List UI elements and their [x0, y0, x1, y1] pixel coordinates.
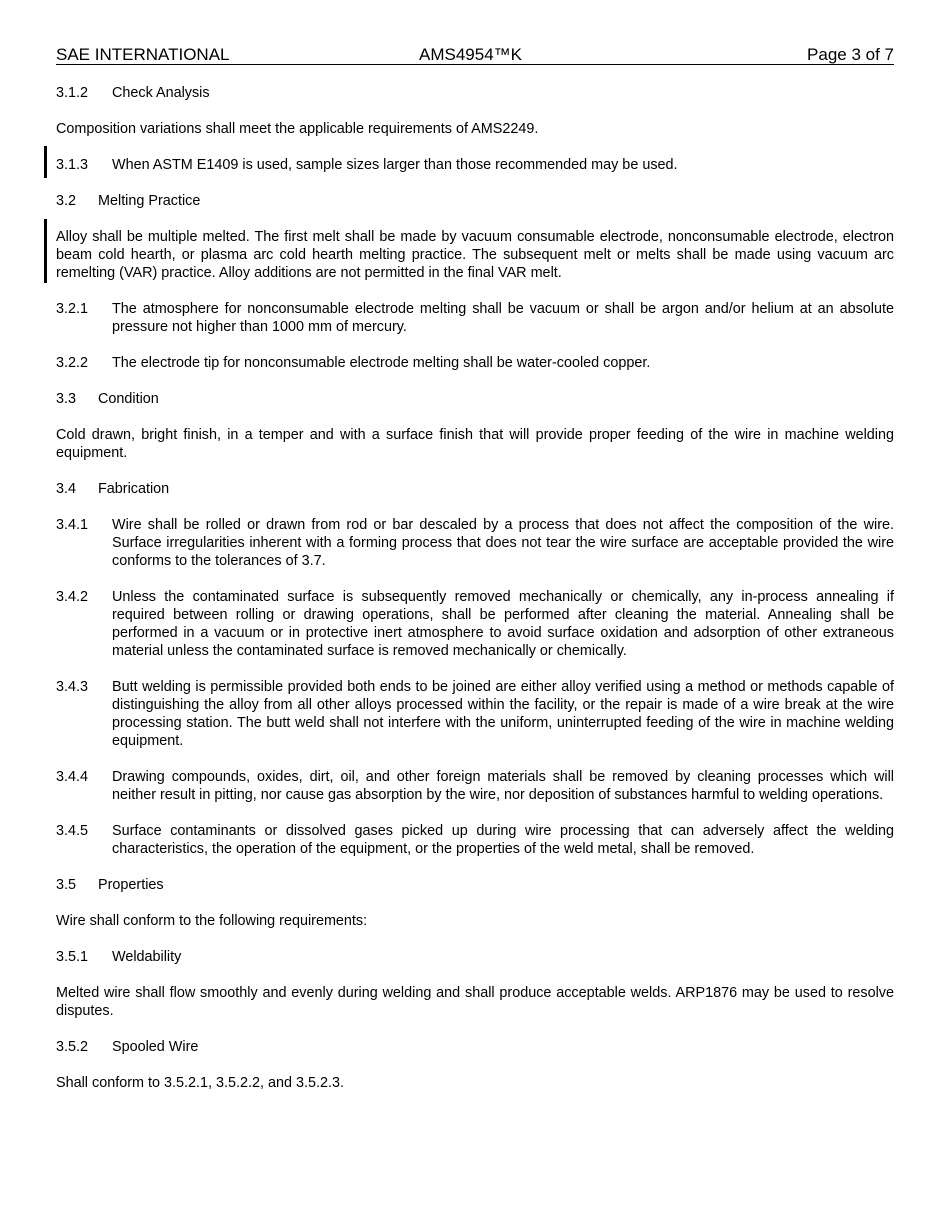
section-number: 3.5	[56, 877, 77, 893]
section-title: Properties	[98, 877, 164, 893]
heading-3-4	[56, 480, 894, 498]
section-number: 3.4.3	[56, 679, 89, 695]
change-bar	[44, 219, 47, 283]
section-title: Weldability	[112, 949, 182, 965]
item-text: The electrode tip for nonconsumable electrode melting shall be water-cooled copper.	[112, 355, 651, 371]
heading-3-3	[56, 390, 894, 408]
item-text: When ASTM E1409 is used, sample sizes larger than those recommended may be used.	[112, 157, 678, 173]
document-body	[56, 84, 894, 1110]
section-number: 3.4	[56, 481, 77, 497]
paragraph-3-3: Cold drawn, bright finish, in a temper and with a surface finish that will provide proper feeding of the wire in machine welding equipment.	[56, 427, 894, 461]
item-3-4-3	[56, 678, 894, 750]
section-number: 3.2.2	[56, 355, 89, 371]
section-number: 3.4.4	[56, 769, 89, 785]
section-number: 3.3	[56, 391, 77, 407]
heading-3-1-2	[56, 84, 894, 102]
section-number: 3.2	[56, 193, 77, 209]
section-number: 3.2.1	[56, 301, 89, 317]
item-3-4-5	[56, 822, 894, 858]
section-number: 3.5.1	[56, 949, 89, 965]
item-text: The atmosphere for nonconsumable electrode melting shall be vacuum or shall be argon and/or helium at an absolute pressure not higher than 1000 mm of mercury.	[112, 301, 894, 335]
section-title: Condition	[98, 391, 159, 407]
item-text: Unless the contaminated surface is subsequently removed mechanically or chemically, any in-process annealing if required between rolling or drawing operations, shall be performed after cleaning the material. Annealing shall be performed in a vacuum or in protective inert atmosphere to avoid surface oxidation and adsorption of other extraneous material unless the contaminated surface is removed mechanically or chemically.	[112, 589, 894, 659]
section-number: 3.4.2	[56, 589, 89, 605]
section-number: 3.1.3	[56, 157, 89, 173]
header-page-number: Page 3 of 7	[807, 45, 894, 64]
heading-3-5-2	[56, 1038, 894, 1056]
section-title: Check Analysis	[112, 85, 210, 101]
heading-3-2	[56, 192, 894, 210]
section-title: Spooled Wire	[112, 1039, 199, 1055]
section-title: Melting Practice	[98, 193, 201, 209]
item-3-2-1	[56, 300, 894, 336]
header-doc-number: AMS4954™K	[419, 45, 522, 64]
paragraph-3-1-2: Composition variations shall meet the applicable requirements of AMS2249.	[56, 121, 539, 137]
page-header	[56, 45, 894, 65]
item-3-4-4	[56, 768, 894, 804]
item-text: Surface contaminants or dissolved gases picked up during wire processing that can adversely affect the welding characteristics, the operation of the equipment, or the properties of the weld metal, shall be removed.	[112, 823, 894, 857]
item-text: Butt welding is permissible provided both ends to be joined are either alloy verified using a method or methods capable of distinguishing the alloy from all other alloys processed within the facility, or the repair is made of a wire break at the wire processing station. The butt weld shall not interfere with the uniform, uninterrupted feeding of the wire in machine welding equipment.	[112, 679, 894, 749]
section-number: 3.1.2	[56, 85, 89, 101]
paragraph-text: Alloy shall be multiple melted. The first melt shall be made by vacuum consumable electrode, nonconsumable electrode, electron beam cold hearth, or plasma arc cold hearth melting practice. The subsequent melt or melts shall be made using vacuum arc remelting (VAR) practice. Alloy additions are not permitted in the final VAR melt.	[56, 229, 894, 281]
item-3-4-2	[56, 588, 894, 660]
section-number: 3.4.5	[56, 823, 89, 839]
item-text: Wire shall be rolled or drawn from rod or bar descaled by a process that does not affect the composition of the wire. Surface irregularities inherent with a forming process that does not tear the wire surface are acceptable provided the wire conforms to the tolerances of 3.7.	[112, 517, 894, 569]
item-3-4-1	[56, 516, 894, 570]
paragraph-3-2	[56, 228, 894, 282]
heading-3-5	[56, 876, 894, 894]
item-3-2-2	[56, 354, 894, 372]
item-text: Drawing compounds, oxides, dirt, oil, and other foreign materials shall be removed by cleaning processes which will neither result in pitting, nor cause gas absorption by the wire, nor deposition of substances harmful to welding operations.	[112, 769, 894, 803]
heading-3-5-1	[56, 948, 894, 966]
section-number: 3.4.1	[56, 517, 89, 533]
paragraph-3-5: Wire shall conform to the following requirements:	[56, 913, 368, 929]
section-title: Fabrication	[98, 481, 170, 497]
section-number: 3.5.2	[56, 1039, 89, 1055]
paragraph-3-5-1: Melted wire shall flow smoothly and evenly during welding and shall produce acceptable welds. ARP1876 may be used to resolve disputes.	[56, 985, 894, 1019]
header-org: SAE INTERNATIONAL	[56, 45, 230, 64]
item-3-1-3	[56, 156, 894, 174]
change-bar	[44, 146, 47, 178]
paragraph-3-5-2: Shall conform to 3.5.2.1, 3.5.2.2, and 3.5.2.3.	[56, 1075, 345, 1091]
